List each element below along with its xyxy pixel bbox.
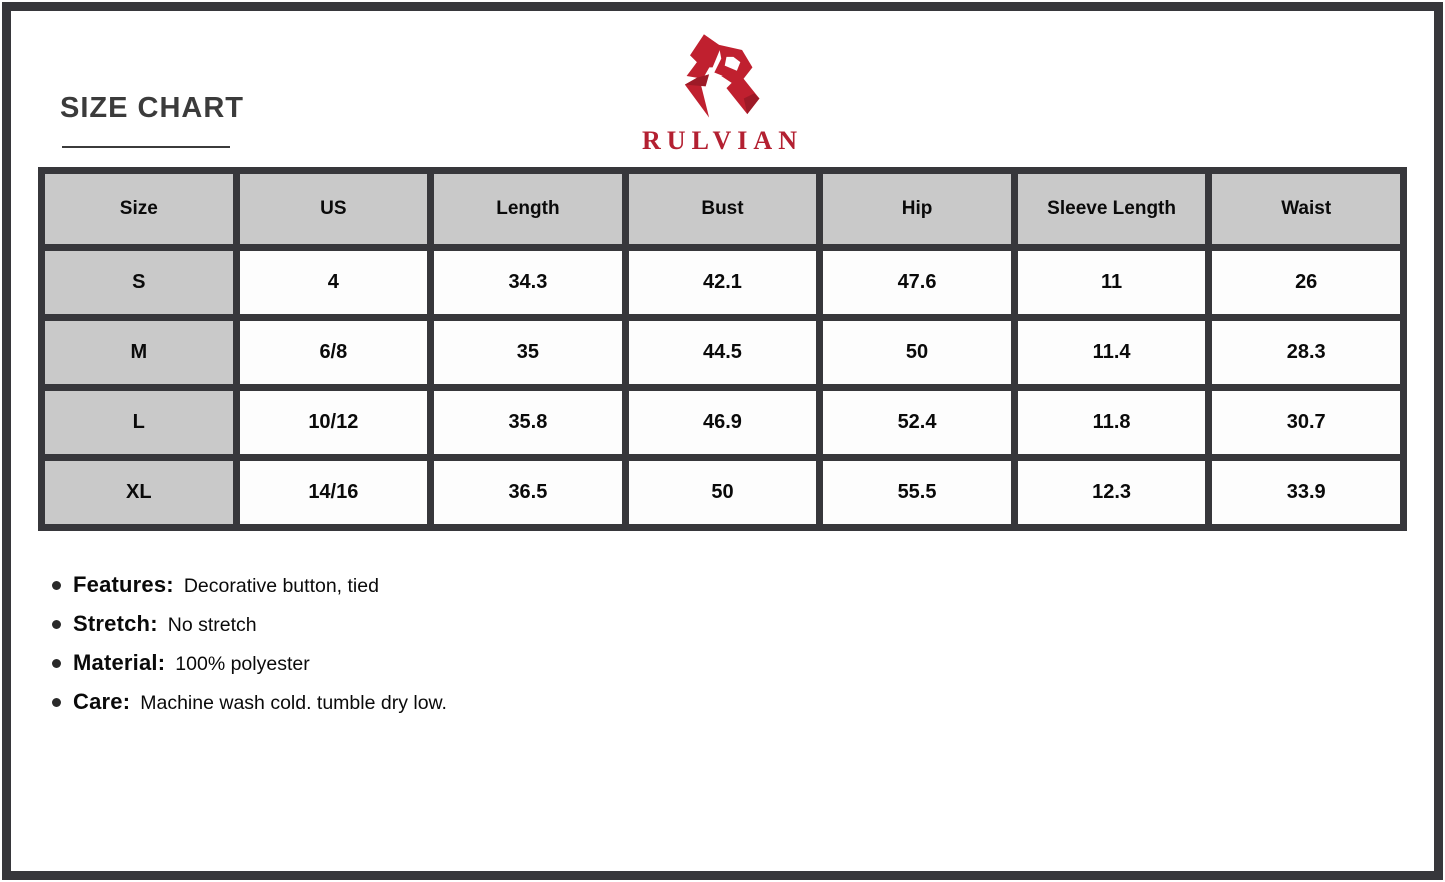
- header-length: Length: [431, 171, 626, 248]
- cell-size: S: [42, 248, 237, 318]
- rulvian-r-logo-icon: [671, 30, 775, 122]
- bullet-icon: [52, 659, 61, 668]
- cell-length: 35.8: [431, 388, 626, 458]
- cell-sleeve: 12.3: [1014, 458, 1209, 528]
- detail-features: [52, 572, 447, 598]
- cell-bust: 44.5: [625, 318, 820, 388]
- table-row-l: [42, 388, 1404, 458]
- cell-us: 4: [236, 248, 431, 318]
- cell-sleeve: 11.4: [1014, 318, 1209, 388]
- cell-bust: 46.9: [625, 388, 820, 458]
- cell-size: M: [42, 318, 237, 388]
- detail-label: Care:: [73, 689, 131, 714]
- cell-us: 6/8: [236, 318, 431, 388]
- cell-hip: 55.5: [820, 458, 1015, 528]
- header-size: Size: [42, 171, 237, 248]
- bullet-icon: [52, 620, 61, 629]
- cell-us: 14/16: [236, 458, 431, 528]
- cell-sleeve: 11: [1014, 248, 1209, 318]
- cell-size: L: [42, 388, 237, 458]
- cell-length: 34.3: [431, 248, 626, 318]
- bullet-icon: [52, 698, 61, 707]
- header-hip: Hip: [820, 171, 1015, 248]
- table-row-s: [42, 248, 1404, 318]
- cell-hip: 47.6: [820, 248, 1015, 318]
- cell-us: 10/12: [236, 388, 431, 458]
- detail-value: Machine wash cold. tumble dry low.: [140, 692, 447, 714]
- page-title: SIZE CHART: [60, 92, 244, 124]
- header-bust: Bust: [625, 171, 820, 248]
- cell-waist: 26: [1209, 248, 1404, 318]
- cell-waist: 28.3: [1209, 318, 1404, 388]
- detail-stretch: [52, 611, 447, 637]
- header-waist: Waist: [1209, 171, 1404, 248]
- header-us: US: [236, 171, 431, 248]
- header-sleeve-length: Sleeve Length: [1014, 171, 1209, 248]
- cell-sleeve: 11.8: [1014, 388, 1209, 458]
- detail-label: Material:: [73, 650, 166, 675]
- bullet-icon: [52, 581, 61, 590]
- size-chart-table: [38, 167, 1407, 531]
- brand-wordmark: RULVIAN: [642, 126, 803, 155]
- detail-care: [52, 689, 447, 715]
- table-row-xl: [42, 458, 1404, 528]
- cell-waist: 33.9: [1209, 458, 1404, 528]
- detail-value: Decorative button, tied: [183, 575, 379, 597]
- table-header-row: [42, 171, 1404, 248]
- cell-length: 36.5: [431, 458, 626, 528]
- cell-size: XL: [42, 458, 237, 528]
- cell-waist: 30.7: [1209, 388, 1404, 458]
- product-details-list: [52, 572, 447, 728]
- table-row-m: [42, 318, 1404, 388]
- cell-bust: 50: [625, 458, 820, 528]
- detail-material: [52, 650, 447, 676]
- cell-length: 35: [431, 318, 626, 388]
- cell-hip: 52.4: [820, 388, 1015, 458]
- detail-value: 100% polyester: [175, 653, 310, 675]
- detail-value: No stretch: [167, 614, 257, 636]
- detail-label: Features:: [73, 572, 174, 597]
- cell-bust: 42.1: [625, 248, 820, 318]
- detail-label: Stretch:: [73, 611, 158, 636]
- cell-hip: 50: [820, 318, 1015, 388]
- brand-logo: [0, 30, 1445, 156]
